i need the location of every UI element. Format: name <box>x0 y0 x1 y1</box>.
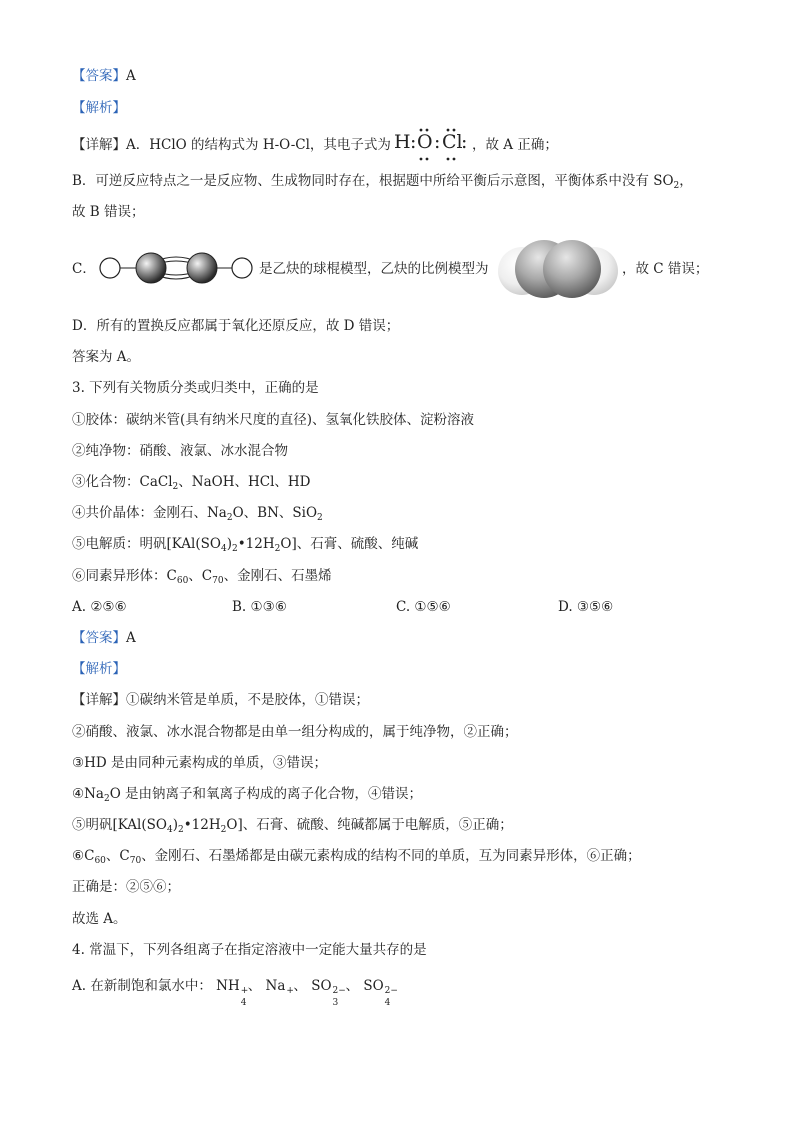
ion4-base: SO <box>363 978 384 994</box>
carbon-atom-right <box>187 253 217 283</box>
lewis-colon-2: : <box>434 131 441 153</box>
q3-item5-rest: O]、石膏、硫酸、纯碱 <box>280 536 419 552</box>
q3-d5-sub3: 2 <box>220 825 227 835</box>
hydrogen-atom-right <box>232 258 252 278</box>
q3-option-a[interactable]: A. ②⑤⑥ <box>72 599 127 615</box>
lewis-dots <box>392 126 470 162</box>
detail-tag: 【详解】 <box>72 137 126 153</box>
hclo-lewis-structure <box>392 126 470 162</box>
analysis-line-q3 <box>72 659 126 679</box>
ion2-base: Na <box>265 978 286 994</box>
detail-c-label: C． <box>72 261 96 277</box>
q3-d4-rest: O 是由钠离子和氧离子构成的离子化合物，④错误； <box>109 786 423 802</box>
answer-line-q2 <box>72 66 136 86</box>
q3-d6-sub2: 70 <box>129 856 142 866</box>
ion4-sub: 4 <box>384 998 391 1008</box>
detail-a-end <box>472 135 558 155</box>
q3-item-6 <box>72 566 332 591</box>
ion2-sup: + <box>286 986 294 996</box>
q3-correct-text: 正确是：②⑤⑥； <box>72 879 180 895</box>
sf-carbon-right <box>543 240 601 298</box>
q3-answer-tag: 【答案】 <box>72 630 126 646</box>
q3-option-c[interactable]: C. ①⑤⑥ <box>396 599 451 615</box>
lewis-colon-3: : <box>461 131 468 153</box>
answer-tag: 【答案】 <box>72 68 126 84</box>
q3-d1-text: ①碳纳米管是单质，不是胶体，①错误； <box>126 692 369 708</box>
q3-item6-mid: 、C <box>188 568 213 584</box>
q3-item6-sub2: 70 <box>212 576 224 586</box>
detail-line-a <box>72 135 391 155</box>
analysis-tag: 【解析】 <box>72 100 126 116</box>
q3-d4-lead: ④Na <box>72 786 104 802</box>
detail-line-c-label <box>72 259 96 279</box>
q3-d5-mid1: ) <box>172 817 178 833</box>
q3-d2-text: ②硝酸、液氯、冰水混合物都是由单一组分构成的，属于纯净物，②正确； <box>72 724 518 740</box>
acetylene-ball-stick-model <box>96 249 258 287</box>
ion-sodium <box>266 976 294 996</box>
ion-sep-1: 、 <box>247 978 262 994</box>
q3-d6-lead: ⑥C <box>72 848 95 864</box>
q3-item6-sub1: 60 <box>176 576 189 586</box>
q3-d3-text: ③HD 是由同种元素构成的单质，③错误； <box>72 755 327 771</box>
q3-item-1 <box>72 410 474 430</box>
q3-d5-sub2: 2 <box>177 825 184 835</box>
q3-d6-sub1: 60 <box>94 856 106 866</box>
detail-a-end-text: ，故 A 正确； <box>472 137 558 153</box>
q3-option-b[interactable]: B. ①③⑥ <box>232 599 287 615</box>
detail-c-end <box>622 259 708 279</box>
q3-detail-5 <box>72 815 513 840</box>
lewis-cl: Cl <box>442 131 463 153</box>
lewis-h: H <box>394 131 411 153</box>
q3-detail-6 <box>72 846 641 871</box>
ion-ammonium <box>216 976 249 1008</box>
q4-optA-lead: A. 在新制饱和氯水中： <box>72 978 212 994</box>
ion3-sub: 3 <box>332 998 339 1008</box>
q3-detail-tag: 【详解】 <box>72 692 126 708</box>
answer-line-q3 <box>72 628 136 648</box>
q3-d5-sub1: 4 <box>166 825 173 835</box>
detail-line-b1 <box>72 171 693 196</box>
lewis-o: O <box>417 131 433 153</box>
q3-answer-value: A <box>126 630 136 646</box>
q4-option-a[interactable] <box>72 976 398 1008</box>
ion-sulfite <box>311 976 346 1008</box>
detail-c-mid <box>259 259 489 279</box>
q3-item6-lead: ⑥同素异形体：C <box>72 568 177 584</box>
q3-item5-sub2: 2 <box>231 544 238 554</box>
ion3-base: SO <box>311 978 332 994</box>
conclusion-q2 <box>72 347 140 367</box>
question-3-stem <box>72 378 319 398</box>
q3-item5-sub1: 4 <box>220 544 227 554</box>
q3-d4-sub: 2 <box>103 794 110 804</box>
carbon-atom-left <box>136 253 166 283</box>
q3-stem-text: 3. 下列有关物质分类或归类中，正确的是 <box>72 380 319 396</box>
ion4-sup: 2− <box>384 986 398 996</box>
detail-line-b2 <box>72 202 145 222</box>
q3-item4-sub2: 2 <box>317 513 323 523</box>
q3-d6-mid: 、C <box>105 848 130 864</box>
detail-c-mid-text: 是乙炔的球棍模型，乙炔的比例模型为 <box>259 261 489 277</box>
hydrogen-atom-left <box>100 258 120 278</box>
q3-detail-1 <box>72 690 369 710</box>
q3-item-3 <box>72 472 310 497</box>
ion1-base: NH <box>216 978 240 994</box>
analysis-line-q2 <box>72 98 126 118</box>
q3-d5-mid2: •12H <box>183 817 221 833</box>
ion1-sub: 4 <box>240 998 247 1008</box>
q3-item1-text: ①胶体：碳纳米管(具有纳米尺度的直径)、氢氧化铁胶体、淀粉溶液 <box>72 412 475 428</box>
q3-item3-lead: ③化合物：CaCl <box>72 474 173 490</box>
q3-item2-text: ②纯净物：硝酸、液氯、冰水混合物 <box>72 443 288 459</box>
detail-b-end: ， <box>679 173 693 189</box>
conclusion-q2-text: 答案为 A。 <box>72 349 141 365</box>
q3-choose-line <box>72 909 127 929</box>
q3-option-d[interactable]: D. ③⑤⑥ <box>558 599 614 615</box>
q3-item3-rest: 、NaOH、HCl、HD <box>178 474 311 490</box>
q3-item-5 <box>72 534 418 559</box>
ion-sep-2: 、 <box>293 978 307 994</box>
q3-item4-mid: O、BN、SiO <box>232 505 318 521</box>
q3-correct-line <box>72 877 180 897</box>
q3-item3-sub: 2 <box>172 482 179 492</box>
q3-detail-4 <box>72 784 422 809</box>
q3-item4-sub1: 2 <box>226 513 233 523</box>
ion-sulfate <box>363 976 398 1008</box>
q3-choose-text: 故选 A。 <box>72 911 127 927</box>
q3-item4-lead: ④共价晶体：金刚石、Na <box>72 505 227 521</box>
ion3-sup: 2− <box>332 986 346 996</box>
q3-item5-mid1: ) <box>226 536 232 552</box>
q3-d6-rest: 、金刚石、石墨烯都是由碳元素构成的结构不同的单质，互为同素异形体，⑥正确； <box>141 848 641 864</box>
detail-b-text: B．可逆反应特点之一是反应物、生成物同时存在，根据题中所给平衡后示意图，平衡体系中没有 SO <box>72 173 674 189</box>
q3-detail-2 <box>72 722 518 742</box>
lewis-colon-1: : <box>410 131 417 153</box>
question-4-stem <box>72 940 427 960</box>
answer-value: A <box>126 68 136 84</box>
ion-sep-3: 、 <box>345 978 360 994</box>
acetylene-space-filling-model <box>496 238 620 300</box>
q3-d5-lead: ⑤明矾[KAl(SO <box>72 817 167 833</box>
detail-b2-text: 故 B 错误； <box>72 204 145 220</box>
q3-item5-mid2: •12H <box>237 536 275 552</box>
q3-detail-3 <box>72 753 327 773</box>
q3-item-2 <box>72 441 288 461</box>
ion1-sup: + <box>240 986 249 996</box>
detail-c-end-text: ，故 C 错误； <box>622 261 709 277</box>
detail-d-text: D．所有的置换反应都属于氧化还原反应，故 D 错误； <box>72 318 400 334</box>
q3-d5-rest: O]、石膏、硫酸、纯碱都属于电解质，⑤正确； <box>226 817 513 833</box>
q3-analysis-tag: 【解析】 <box>72 661 126 677</box>
detail-b-sub: 2 <box>673 181 680 191</box>
detail-line-d <box>72 316 399 336</box>
detail-a-text: A．HClO 的结构式为 H-O-Cl，其电子式为 <box>126 137 391 153</box>
q3-item6-rest: 、金刚石、石墨烯 <box>223 568 332 584</box>
q3-item-4 <box>72 503 323 528</box>
q4-stem-text: 4. 常温下，下列各组离子在指定溶液中一定能大量共存的是 <box>72 942 427 958</box>
q3-item5-sub3: 2 <box>274 544 281 554</box>
q3-item5-lead: ⑤电解质：明矾[KAl(SO <box>72 536 221 552</box>
